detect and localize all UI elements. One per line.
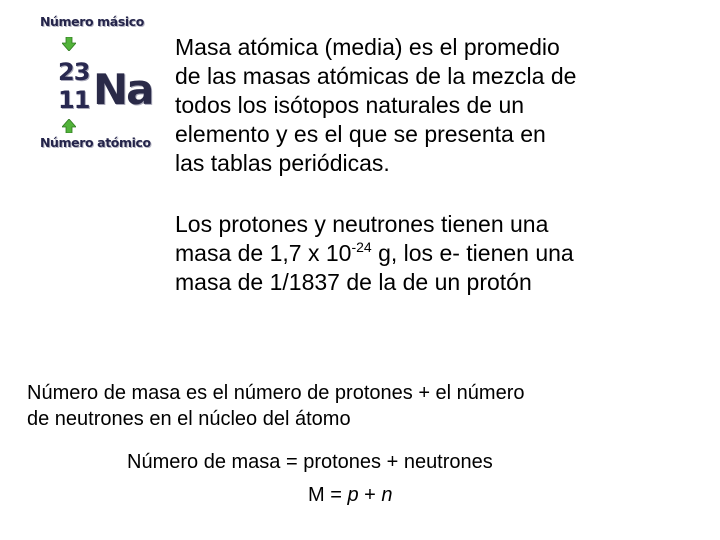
particle-mass-line-2a: masa de 1,7 x 10 (175, 240, 352, 266)
mass-number-definition: Número de masa es el número de protones + el número de neutrones en el núcleo del átomo (27, 382, 525, 430)
formula-m: M (308, 484, 325, 506)
atomic-number: 11 (58, 86, 90, 114)
formula-plus: + (358, 484, 382, 506)
atomic-mass-paragraph: Masa atómica (media) es el promedio de las masas atómicas de la mezcla de todos los isótopos naturales de un elemento y es el que se presenta en las tablas periódicas. (175, 34, 577, 176)
arrow-down-shape (62, 37, 76, 51)
particle-mass-paragraph (175, 210, 715, 297)
arrow-down-icon (62, 37, 76, 51)
formula-p: p (347, 484, 359, 506)
element-symbol: Na (93, 65, 153, 114)
particle-mass-line-1: Los protones y neutrones tienen una (175, 211, 549, 237)
exponent: -24 (351, 239, 372, 255)
nuclide-notation-figure (36, 10, 154, 155)
mass-number-label: Número másico (40, 14, 144, 29)
arrow-up-shape (62, 119, 76, 133)
symbolic-formula (308, 482, 393, 508)
mass-number-formula: Número de masa = protones + neutrones (127, 451, 493, 473)
atomic-number-label: Número atómico (40, 135, 151, 150)
arrow-up-icon (62, 119, 76, 133)
formula-equals: = (324, 484, 348, 506)
particle-mass-line-3: masa de 1/1837 de la de un protón (175, 269, 532, 295)
particle-mass-line-2b: g, los e- tienen una (371, 240, 574, 266)
formula-n: n (381, 484, 393, 506)
mass-number: 23 (58, 58, 90, 86)
